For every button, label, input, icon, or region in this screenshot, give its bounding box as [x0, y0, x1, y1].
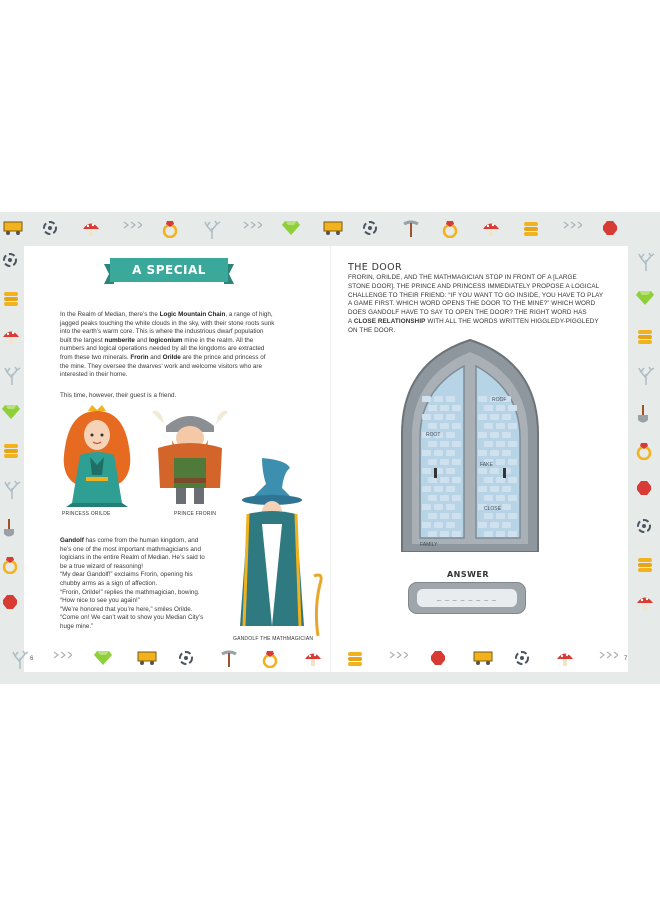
door-brick	[478, 450, 487, 456]
shovel-icon	[2, 518, 16, 538]
door-brick	[446, 450, 455, 456]
text-line: A CLOSE RELATIONSHIP WITH ALL THE WORDS WRITTEN HIGGLEDY-PIGGLEDY	[348, 317, 599, 325]
text-line: ON THE DOOR.	[348, 326, 396, 334]
text-line: chubby arms as a sign of affection.	[60, 579, 158, 587]
door-brick	[484, 405, 493, 411]
door-brick	[452, 495, 461, 501]
gem-icon	[2, 404, 20, 420]
door-brick	[478, 414, 487, 420]
text-line: STONE DOOR]. THE PRINCE AND PRINCESS IMMEDIATELY PROPOSE A LOGICAL	[348, 282, 600, 290]
mushroom-icon	[82, 220, 100, 238]
coral-icon	[202, 220, 222, 240]
text-line: numbers and logical operations needed by all the kingdoms are extracted	[60, 345, 265, 353]
door-brick	[484, 423, 493, 429]
door-brick	[428, 459, 437, 465]
mushroom-icon	[556, 650, 574, 668]
door-word: ROOF	[492, 397, 507, 403]
door-word: FAKE	[480, 462, 493, 468]
door-brick	[502, 414, 511, 420]
door-brick	[496, 531, 505, 537]
door-brick	[508, 423, 517, 429]
door-brick	[502, 486, 511, 492]
minecart-icon	[2, 220, 24, 236]
door-brick	[502, 522, 511, 528]
door-brick	[440, 513, 449, 519]
door-brick	[434, 504, 443, 510]
door-brick	[434, 414, 443, 420]
door-brick	[428, 441, 437, 447]
door-brick	[478, 432, 487, 438]
guest-line: This time, however, their guest is a friend.	[60, 392, 177, 399]
door-brick	[428, 531, 437, 537]
whirl-icon	[42, 220, 58, 236]
door-brick	[434, 522, 443, 528]
door-brick	[508, 495, 517, 501]
minecart-icon	[322, 220, 344, 236]
door-brick	[422, 468, 431, 474]
door-brick	[440, 405, 449, 411]
text-line: In the Realm of Median, there’s the Logic Mountain Chain, a range of high,	[60, 311, 273, 318]
coin-stack-icon	[636, 556, 654, 576]
text-line: A GAME FIRST. WHICH WORD OPENS THE DOOR TO THE MINE?” WHICH WORD	[348, 300, 596, 308]
door-brick	[508, 477, 517, 483]
gem-icon	[636, 290, 654, 306]
door-brick	[428, 495, 437, 501]
princess-illustration	[52, 405, 142, 509]
pickaxe-icon	[402, 220, 420, 238]
arrows-icon	[122, 220, 142, 230]
door-brick	[440, 495, 449, 501]
mushroom-icon	[304, 650, 322, 668]
gem-icon	[94, 650, 112, 666]
page-number-right: 7	[624, 656, 628, 662]
text-line: be a true wizard of reasoning!	[60, 562, 143, 570]
ring-icon	[2, 556, 18, 574]
text-line: he’s one of the most important mathmagicians and	[60, 545, 201, 553]
door-brick	[446, 486, 455, 492]
section-title: A SPECIAL VISITOR	[132, 263, 206, 301]
door-brick	[496, 405, 505, 411]
coral-icon	[2, 366, 22, 386]
door-brick	[496, 513, 505, 519]
door-brick	[422, 486, 431, 492]
text-line: from these two minerals. Frorin and Orilde are the prince and princess of	[60, 353, 266, 361]
door-brick	[428, 423, 437, 429]
arrows-icon	[388, 650, 408, 660]
door-brick	[452, 513, 461, 519]
door-brick	[484, 513, 493, 519]
text-line: CHALLENGE TO THEIR FRIEND: “IF YOU WANT TO GO INSIDE, YOU HAVE TO PLAY	[348, 291, 604, 299]
door-brick	[428, 405, 437, 411]
door-brick	[490, 486, 499, 492]
door-brick	[446, 396, 455, 402]
answer-label: ANSWER	[446, 570, 490, 579]
door-brick	[422, 450, 431, 456]
caption-prince: PRINCE FRORIN	[174, 511, 217, 517]
text-line: logicians in the entire Realm of Median. He’s said to	[60, 554, 205, 562]
door-brick	[496, 495, 505, 501]
answer-box[interactable]	[408, 582, 526, 614]
page-fold	[330, 246, 331, 672]
door-brick	[452, 423, 461, 429]
door-section-title: THE DOOR	[348, 262, 403, 273]
door-brick	[440, 423, 449, 429]
text-line: “My dear Gandolf!” exclaims Frorin, opening his	[60, 571, 193, 579]
door-brick	[452, 477, 461, 483]
door-brick	[502, 432, 511, 438]
door-brick	[446, 522, 455, 528]
minecart-icon	[136, 650, 158, 666]
door-brick	[446, 414, 455, 420]
door-brick	[478, 486, 487, 492]
door-brick	[440, 477, 449, 483]
mushroom-icon	[482, 220, 500, 238]
whirl-icon	[636, 518, 652, 534]
door-brick	[508, 405, 517, 411]
door-brick	[452, 531, 461, 537]
door-brick	[446, 504, 455, 510]
door-brick	[422, 414, 431, 420]
door-brick	[452, 459, 461, 465]
coral-icon	[636, 252, 656, 272]
ring-icon	[442, 220, 458, 238]
door-brick	[446, 432, 455, 438]
ruby-icon	[602, 220, 618, 236]
section-banner	[104, 258, 234, 301]
text-line: huge mine.”	[60, 622, 94, 630]
door-brick	[496, 441, 505, 447]
coin-stack-icon	[2, 442, 20, 462]
door-brick	[490, 522, 499, 528]
door-brick	[508, 513, 517, 519]
door-brick	[434, 396, 443, 402]
door-brick	[496, 459, 505, 465]
ruby-icon	[636, 480, 652, 496]
arrows-icon	[598, 650, 618, 660]
door-brick	[440, 531, 449, 537]
door-brick	[452, 441, 461, 447]
pickaxe-icon	[220, 650, 238, 668]
coin-stack-icon	[522, 220, 540, 240]
text-line: “We’re honored that you’re here,” smiles Orilde.	[60, 605, 193, 613]
door-word: CLOSE	[484, 506, 501, 512]
mushroom-icon	[636, 594, 654, 612]
door-brick	[478, 522, 487, 528]
ring-icon	[262, 650, 278, 668]
intro-paragraph	[60, 311, 325, 380]
text-line: interested in their home.	[60, 371, 128, 379]
door-brick	[446, 468, 455, 474]
answer-field[interactable]: _ _ _ _ _ _ _ _	[417, 589, 517, 607]
text-line: Gandolf has come from the human kingdom, and	[60, 537, 199, 544]
door-brick	[508, 459, 517, 465]
door-brick	[428, 513, 437, 519]
door-word: ROOT	[426, 432, 441, 438]
gem-icon	[282, 220, 300, 236]
door-word: FAMILY	[420, 542, 438, 548]
door-brick	[434, 486, 443, 492]
door-brick	[484, 441, 493, 447]
page-number-left: 6	[30, 656, 34, 662]
caption-princess: PRINCESS ORILDE	[62, 511, 111, 517]
text-line: built the largest numberite and logiconium mine in the realm. All the	[60, 336, 254, 344]
door-brick	[478, 468, 487, 474]
text-line: into the earth’s warm core. This is where the industrious dwarf population	[60, 328, 264, 336]
door-brick	[478, 396, 487, 402]
door-brick	[502, 504, 511, 510]
coin-stack-icon	[636, 328, 654, 348]
coin-stack-icon	[2, 290, 20, 310]
door-brick	[422, 522, 431, 528]
text-line: “Come on! We can’t wait to show you Median City’s	[60, 614, 204, 622]
door-brick	[490, 468, 499, 474]
minecart-icon	[472, 650, 494, 666]
arrows-icon	[562, 220, 582, 230]
ring-icon	[636, 442, 652, 460]
wizard-illustration	[226, 458, 330, 638]
door-brick	[490, 414, 499, 420]
door-brick	[508, 441, 517, 447]
mushroom-icon	[2, 328, 20, 346]
arrows-icon	[242, 220, 262, 230]
coral-icon	[636, 366, 656, 386]
door-brick	[440, 459, 449, 465]
whirl-icon	[178, 650, 194, 666]
door-brick	[502, 450, 511, 456]
coral-icon	[2, 480, 22, 500]
door-brick	[490, 432, 499, 438]
stone-door-illustration	[394, 338, 546, 552]
text-line: “How nice to see you again!”	[60, 597, 140, 605]
door-brick	[496, 423, 505, 429]
door-brick	[484, 495, 493, 501]
ruby-icon	[430, 650, 446, 666]
whirl-icon	[514, 650, 530, 666]
ruby-icon	[2, 594, 18, 610]
whirl-icon	[362, 220, 378, 236]
text-line: the mine. They oversee the dwarves’ work and welcome visitors who are	[60, 362, 262, 370]
text-line: DOES GANDOLF HAVE TO SAY TO OPEN THE DOOR? THE RIGHT WORD HAS	[348, 309, 587, 317]
whirl-icon	[2, 252, 18, 268]
text-line: FRORIN, ORILDE, AND THE MATHMAGICIAN STOP IN FRONT OF A [LARGE	[348, 274, 577, 281]
coral-icon	[10, 650, 30, 670]
door-paragraph	[348, 274, 616, 336]
gandolf-paragraph	[60, 537, 230, 632]
shovel-icon	[636, 404, 650, 424]
door-brick	[484, 531, 493, 537]
text-line: “Frorin, Orilde!” replies the mathmagician, bowing.	[60, 588, 200, 596]
coin-stack-icon	[346, 650, 364, 670]
door-brick	[440, 441, 449, 447]
door-brick	[484, 477, 493, 483]
caption-wizard: GANDOLF THE MATHMAGICIAN	[233, 636, 314, 642]
text-line: jagged peaks touching the white clouds in the sky, with their stone roots sunk	[60, 319, 275, 327]
prince-illustration	[150, 408, 230, 508]
door-brick	[434, 450, 443, 456]
door-brick	[422, 396, 431, 402]
door-brick	[508, 531, 517, 537]
arrows-icon	[52, 650, 72, 660]
door-brick	[490, 450, 499, 456]
door-brick	[452, 405, 461, 411]
ring-icon	[162, 220, 178, 238]
door-brick	[422, 504, 431, 510]
